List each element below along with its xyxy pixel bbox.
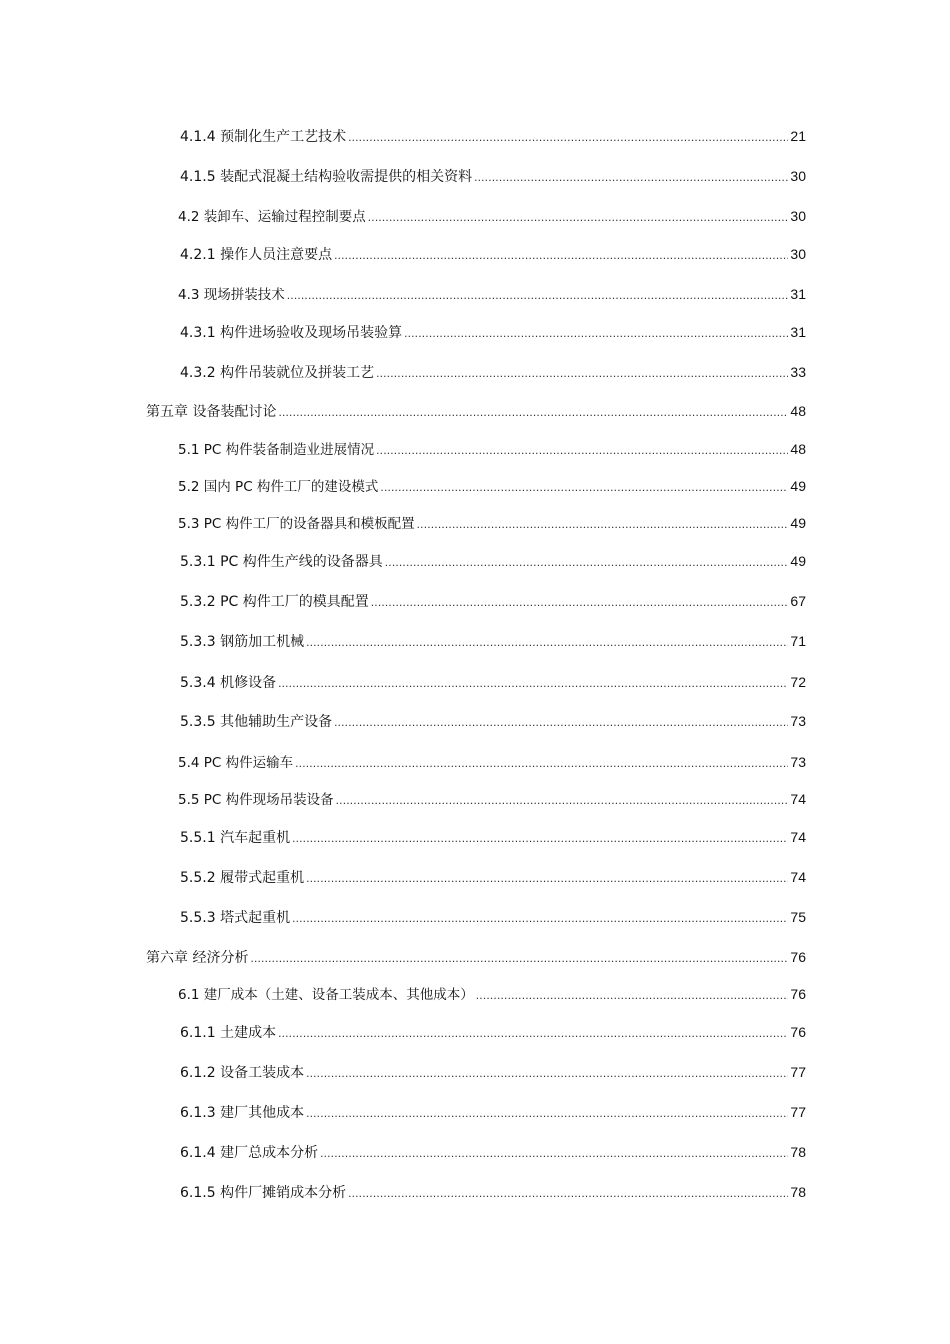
toc-entry-label: 4.3 现场拼装技术 (178, 287, 285, 303)
toc-entry[interactable] (180, 1021, 806, 1043)
toc-dot-leader (348, 126, 788, 148)
toc-page-number: 48 (790, 441, 806, 457)
toc-dot-leader (306, 1062, 788, 1084)
toc-dot-leader (380, 476, 788, 498)
toc-entry-label: 5.3.2 PC 构件工厂的模具配置 (180, 594, 369, 610)
toc-entry-label: 5.1 PC 构件装备制造业进展情况 (178, 442, 375, 458)
toc-entry[interactable] (180, 671, 806, 693)
toc-entry-label: 6.1.1 土建成本 (180, 1025, 277, 1041)
toc-page-number: 76 (790, 949, 806, 965)
toc-page-number: 74 (790, 791, 806, 807)
toc-dot-leader (320, 1142, 788, 1164)
toc-dot-leader (474, 166, 788, 188)
toc-page-number: 77 (790, 1064, 806, 1080)
toc-entry[interactable] (180, 866, 806, 888)
toc-entry[interactable] (178, 512, 806, 534)
toc-entry[interactable] (180, 1181, 806, 1203)
toc-entry-label: 5.5.1 汽车起重机 (180, 830, 291, 846)
toc-entry[interactable] (180, 361, 806, 383)
toc-dot-leader (278, 1022, 788, 1044)
toc-dot-leader (250, 947, 788, 969)
toc-entry-label: 5.3.1 PC 构件生产线的设备器具 (180, 554, 383, 570)
toc-dot-leader (292, 907, 788, 929)
toc-entry[interactable] (180, 550, 806, 572)
toc-page-number: 77 (790, 1104, 806, 1120)
toc-entry-label: 5.3.5 其他辅助生产设备 (180, 714, 333, 730)
toc-entry-label: 5.3 PC 构件工厂的设备器具和模板配置 (178, 516, 415, 532)
toc-entry[interactable] (180, 1101, 806, 1123)
toc-page-number: 21 (790, 128, 806, 144)
toc-dot-leader (306, 867, 788, 889)
toc-dot-leader (334, 244, 788, 266)
toc-entry-label: 5.4 PC 构件运输车 (178, 755, 294, 771)
toc-page-number: 33 (790, 364, 806, 380)
toc-entry-label: 6.1.2 设备工装成本 (180, 1065, 305, 1081)
toc-page-number: 30 (790, 168, 806, 184)
toc-page-number: 71 (790, 633, 806, 649)
toc-entry[interactable] (180, 906, 806, 928)
toc-dot-leader (417, 513, 789, 535)
toc-page-number: 73 (790, 713, 806, 729)
toc-entry[interactable] (178, 283, 806, 305)
toc-dot-leader (476, 984, 789, 1006)
toc-page-number: 72 (790, 674, 806, 690)
toc-entry-label: 5.2 国内 PC 构件工厂的建设模式 (178, 479, 379, 495)
toc-entry-label: 5.5 PC 构件现场吊装设备 (178, 792, 334, 808)
toc-entry[interactable] (180, 1061, 806, 1083)
toc-entry[interactable] (180, 321, 806, 343)
toc-entry[interactable] (180, 710, 806, 732)
toc-entry[interactable] (180, 125, 806, 147)
toc-entry[interactable] (178, 788, 806, 810)
toc-entry-label: 6.1.5 构件厂摊销成本分析 (180, 1185, 347, 1201)
toc-entry[interactable] (180, 630, 806, 652)
toc-dot-leader (292, 827, 788, 849)
toc-entry-label: 4.3.1 构件进场验收及现场吊装验算 (180, 325, 403, 341)
toc-dot-leader (368, 206, 789, 228)
toc-dot-leader (295, 752, 788, 774)
toc-dot-leader (287, 284, 789, 306)
toc-entry-label: 4.3.2 构件吊装就位及拼装工艺 (180, 365, 375, 381)
toc-entry[interactable] (180, 590, 806, 612)
toc-page-number: 78 (790, 1184, 806, 1200)
toc-entry-label: 6.1.4 建厂总成本分析 (180, 1145, 319, 1161)
toc-entry[interactable] (178, 751, 806, 773)
toc-page-number: 31 (790, 286, 806, 302)
toc-entry[interactable] (180, 826, 806, 848)
toc-entry[interactable] (178, 205, 806, 227)
toc-page-number: 67 (790, 593, 806, 609)
toc-entry-label: 第五章 设备装配讨论 (146, 404, 277, 420)
toc-page-number: 30 (790, 246, 806, 262)
toc-page-number: 49 (790, 515, 806, 531)
toc-entry-label: 4.1.5 装配式混凝土结构验收需提供的相关资料 (180, 169, 473, 185)
toc-entry-label: 4.2 装卸车、运输过程控制要点 (178, 209, 366, 225)
toc-dot-leader (404, 322, 788, 344)
toc-page-number: 30 (790, 208, 806, 224)
toc-entry[interactable] (178, 983, 806, 1005)
toc-chapter-entry[interactable] (146, 400, 806, 422)
toc-entry-label: 第六章 经济分析 (146, 950, 249, 966)
toc-entry[interactable] (178, 475, 806, 497)
toc-entry-label: 4.2.1 操作人员注意要点 (180, 247, 333, 263)
toc-entry-label: 6.1 建厂成本（土建、设备工装成本、其他成本） (178, 987, 474, 1003)
toc-page-number: 74 (790, 829, 806, 845)
toc-entry-label: 4.1.4 预制化生产工艺技术 (180, 129, 347, 145)
toc-page-number: 78 (790, 1144, 806, 1160)
toc-entry-label: 6.1.3 建厂其他成本 (180, 1105, 305, 1121)
toc-page-number: 76 (790, 986, 806, 1002)
toc-entry[interactable] (180, 165, 806, 187)
toc-entry-label: 5.5.2 履带式起重机 (180, 870, 305, 886)
toc-page-number: 75 (790, 909, 806, 925)
toc-page-number: 48 (790, 403, 806, 419)
toc-entry[interactable] (180, 1141, 806, 1163)
toc-dot-leader (306, 631, 788, 653)
toc-dot-leader (306, 1102, 788, 1124)
toc-page-number: 31 (790, 324, 806, 340)
toc-page-number: 49 (790, 553, 806, 569)
toc-dot-leader (348, 1182, 788, 1204)
toc-dot-leader (334, 711, 788, 733)
toc-entry[interactable] (180, 243, 806, 265)
toc-dot-leader (376, 439, 788, 461)
toc-dot-leader (385, 551, 789, 573)
toc-chapter-entry[interactable] (146, 946, 806, 968)
toc-entry-label: 5.3.4 机修设备 (180, 675, 277, 691)
toc-dot-leader (278, 401, 788, 423)
toc-dot-leader (278, 672, 788, 694)
toc-entry[interactable] (178, 438, 806, 460)
toc-dot-leader (376, 362, 788, 384)
toc-dot-leader (371, 591, 789, 613)
toc-dot-leader (336, 789, 789, 811)
toc-entry-label: 5.5.3 塔式起重机 (180, 910, 291, 926)
toc-entry-label: 5.3.3 钢筋加工机械 (180, 634, 305, 650)
toc-page-number: 73 (790, 754, 806, 770)
toc-page-number: 74 (790, 869, 806, 885)
toc-page-number: 76 (790, 1024, 806, 1040)
toc-page-number: 49 (790, 478, 806, 494)
